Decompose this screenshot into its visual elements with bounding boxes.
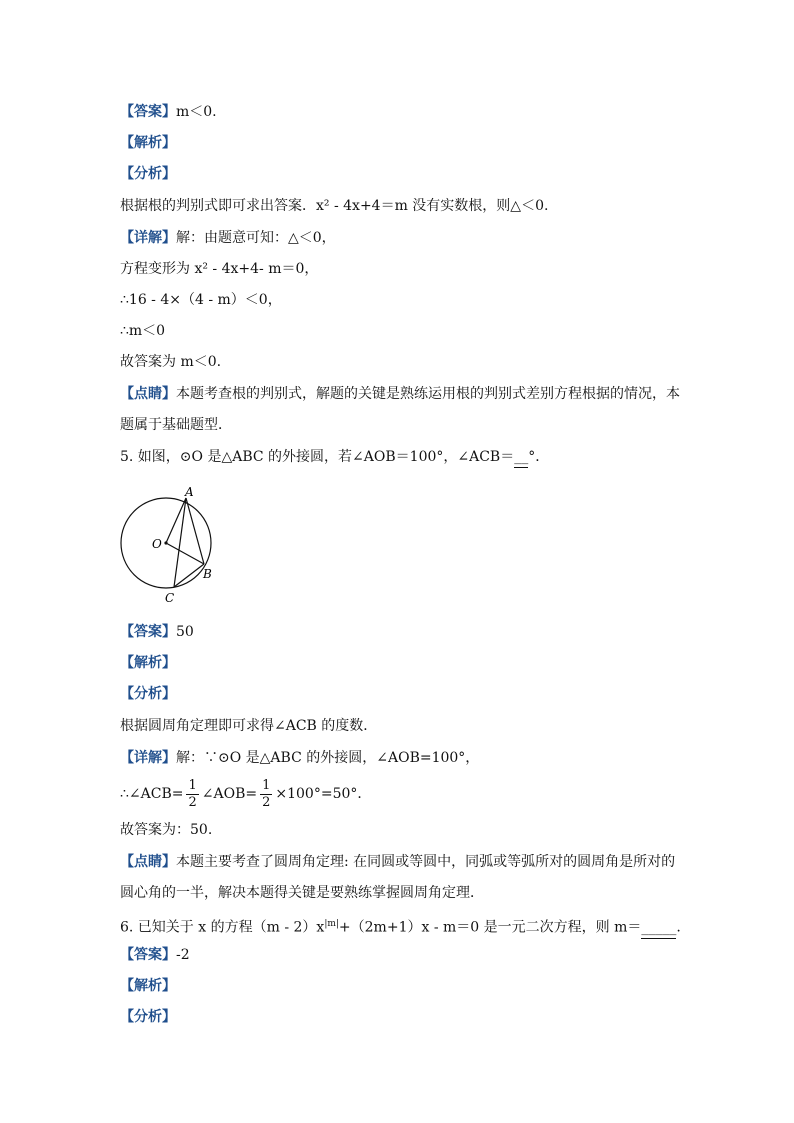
answer-tag: 【答案】 [120,947,176,963]
q5-calc-end: ×100°=50°． [275,786,372,802]
detail-tag: 【详解】 [120,750,176,766]
q4-step-2: ∴16 - 4×（4 - m）＜0， [120,292,282,308]
center-point [164,541,167,544]
q5-question [120,447,549,468]
q5-comment-text-2: 圆心角的一半，解决本题得关键是要熟练掌握圆周角定理． [120,885,484,901]
q4-step-4: 故答案为 m＜0. [120,354,222,370]
q5-question-text: 5. 如图，⊙O 是△ABC 的外接圆，若∠AOB＝100°，∠ACB＝ [120,449,515,465]
q6-question-end: . [676,919,681,936]
q5-analysis-line [120,653,176,673]
fenxi-tag: 【分析】 [120,166,176,182]
q4-detail-line [120,228,336,248]
q5-fenxi-text: 根据圆周角定理即可求得∠ACB 的度数． [120,718,378,734]
q5-calc-mid: ∠AOB= [201,786,258,802]
q6-question-text-b: +（2m+1）x - m＝0 是一元二次方程，则 m＝ [338,919,642,936]
q6-exponent: |m| [324,919,339,929]
q5-comment-text-1: 本题主要考查了圆周角定理: 在同圆或等圆中，同弧或等弧所对的圆周角是所对的 [176,854,676,870]
segment-CB [174,564,204,587]
analysis-tag: 【解析】 [120,135,176,151]
q4-comment-text-1: 本题考查根的判别式，解题的关键是熟练运用根的判别式差别方程根据的情况，本 [176,386,680,402]
answer-tag: 【答案】 [120,104,176,120]
q5-fenxi-line [120,684,176,704]
half-fraction-1 [186,778,198,811]
q4-analysis-line [120,133,176,153]
q6-question-text-a: 6. 已知关于 x 的方程（m - 2）x [120,919,325,936]
circle-figure [116,484,226,608]
q6-answer-value: -2 [176,947,190,963]
q4-answer-value: m＜0. [176,104,217,120]
q5-detail-line [120,748,479,768]
q4-comment-text-2: 题属于基础题型． [120,417,232,433]
label-O: O [152,537,162,551]
q6-fenxi-line [120,1007,176,1027]
q4-step-1: 方程变形为 x² - 4x+4- m＝0， [120,261,319,277]
fraction-denominator: 2 [188,794,197,810]
comment-tag: 【点睛】 [120,386,176,402]
q5-detail-text: 解：∵⊙O 是△ABC 的外接圆，∠AOB=100°， [176,750,480,766]
q6-analysis-line [120,976,176,996]
fraction-numerator: 1 [262,777,271,793]
q4-step-3: ∴m＜0 [120,323,166,339]
q5-question-blank: __ [514,447,528,468]
half-fraction-2 [260,778,272,811]
label-B: B [203,567,212,581]
fraction-numerator: 1 [188,777,197,793]
q5-question-end: °． [528,449,550,465]
comment-tag: 【点睛】 [120,854,176,870]
segment-OB [166,543,204,564]
q6-question-blank: _____ [641,918,676,939]
label-A: A [185,485,194,499]
q5-answer-value: 50 [176,624,194,640]
q5-calc-line [120,776,371,812]
analysis-tag: 【解析】 [120,978,176,994]
q4-fenxi-text: 根据根的判别式即可求出答案．x² - 4x+4＝m 没有实数根，则△＜0. [120,198,549,214]
analysis-tag: 【解析】 [120,655,176,671]
q6-question [120,914,681,939]
fenxi-tag: 【分析】 [120,1009,176,1025]
q5-calc-prefix: ∴∠ACB= [120,786,184,802]
answer-tag: 【答案】 [120,624,176,640]
label-C: C [165,591,175,605]
q5-answer-line [120,622,194,642]
q4-fenxi-line [120,164,176,184]
q5-conclusion: 故答案为：50. [120,822,213,838]
q4-answer-line [120,102,217,122]
q6-answer-line [120,945,190,965]
q5-comment-line [120,852,675,872]
q4-comment-line [120,384,680,404]
detail-tag: 【详解】 [120,230,176,246]
fenxi-tag: 【分析】 [120,686,176,702]
q4-detail-text: 解：由题意可知：△＜0， [176,230,336,246]
fraction-denominator: 2 [262,794,271,810]
